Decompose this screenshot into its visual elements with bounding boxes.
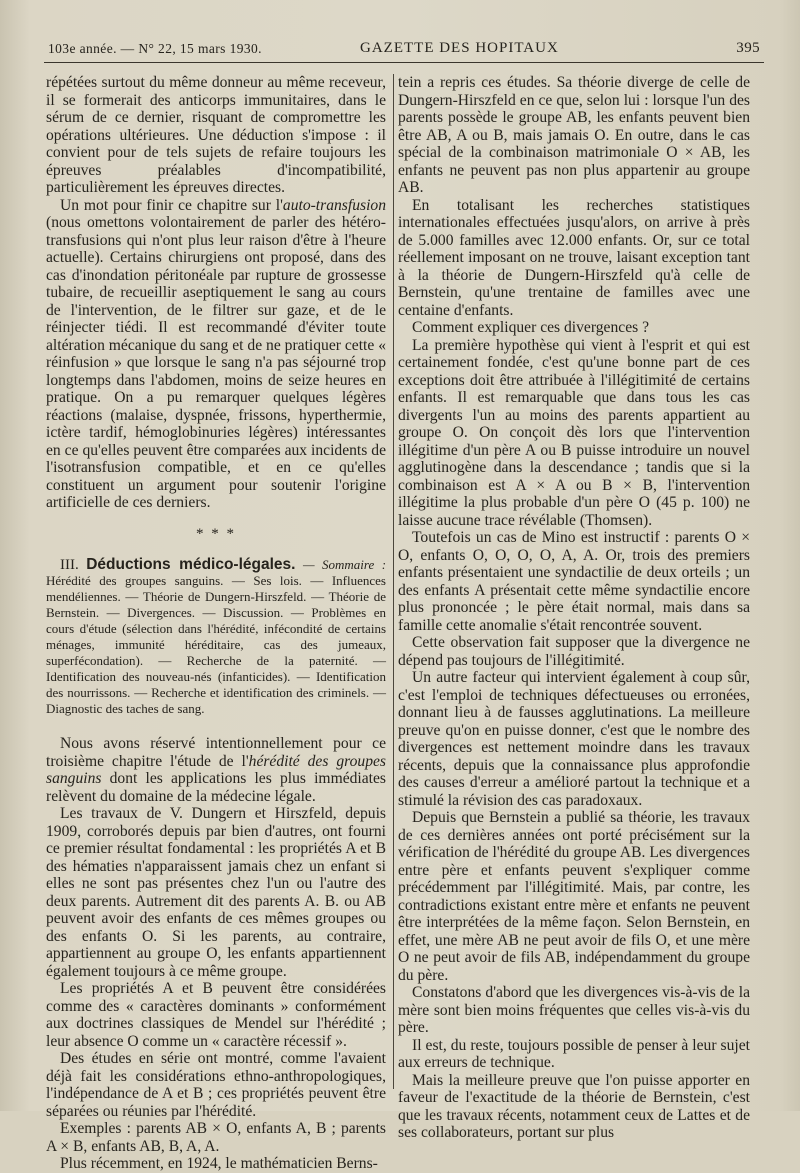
paragraph: Un autre facteur qui intervient également à coup sûr, c'est l'emploi de techniques défectueuses ou erronées, donnant lieu à de fausses agglutinations. La meilleure preuve qu'on en puisse donner, c'est que le nombre des divergences est nettement moindre dans les travaux récents, depuis que la connaissance plus approfondie des causes d'erreur a amélioré partout la technique et a stimulé la révision des cas paradoxaux. — [398, 669, 750, 809]
journal-title: GAZETTE DES HOPITAUX — [360, 40, 559, 56]
paragraph: répétées surtout du même donneur au même receveur, il se formerait des anticorps immunitaires, dans le sérum de ce dernier, risquant de compromettre les opérations ultérieures. Une déduction s'impose : il convient pour de tels sujets de refaire toujours les épreuves préalables d'incompatibilité, particulièrement les épreuves directes. — [46, 74, 386, 196]
paragraph: tein a repris ces études. Sa théorie diverge de celle de Dungern-Hirszfeld en ce que, selon lui : lorsque l'un des parents possède le groupe AB, les enfants peuvent bien être AB, A ou B, mais jamais O. En outre, dans le cas spécial de la combinaison matrimoniale O × AB, les enfants ne peuvent pas non plus appartenir au groupe AB. — [398, 74, 750, 196]
paragraph: Depuis que Bernstein a publié sa théorie, les travaux de ces dernières années ont porté précisément sur la vérification de l'hérédité du groupe AB. Les divergences entre père et enfants peuvent s'expliquer comme précédemment par l'illégitimité. Mais, par contre, les contradictions existant entre mère et enfants ne peuvent être interprétées de la même façon. Selon Bernstein, en effet, une mère AB ne peut avoir de fils O, et une mère O ne peut avoir de fils AB, indépendamment du groupe du père. — [398, 809, 750, 984]
paragraph: Toutefois un cas de Mino est instructif : parents O × O, enfants O, O, O, O, A, A. Or, trois des premiers enfants présentaient une syndactilie de deux orteils ; un des enfants A présentait cette même syndactilie encore plus prononcée ; le père était normal, mais dans sa famille cette anomalie s'était rencontrée souvent. — [398, 529, 750, 634]
paragraph: Un mot pour finir ce chapitre sur l'auto-transfusion (nous omettons volontairement de parler des hétéro-transfusions qui n'ont plus leur raison d'être à l'heure actuelle). Certains chirurgiens ont proposé, dans des cas d'inondation péritonéale par rupture de grossesse tubaire, de recueillir aseptiquement le sang au cours de l'intervention, de le filtrer sur gaze, et de le réinjecter tiédi. Il est recommandé d'éviter toute altération mécanique du sang et de ne pratiquer cette « réinfusion » que lorsque le sang n'a pas séjourné trop longtemps dans l'abdomen, moins de seize heures en pratique. On a pu remarquer quelques légères réactions (malaise, dyspnée, frissons, hyperthermie, ictère tardif, hémoglobinuries légères) intéressantes en ce qu'elles peuvent être comparées aux incidents de l'isotransfusion compatible, et en ce qu'elles constituent un argument pour soutenir l'origine artificielle de ces derniers. — [46, 196, 386, 511]
paragraph: La première hypothèse qui vient à l'esprit et qui est certainement fondée, c'est qu'une bonne part de ces exceptions doit être attribuée à l'illégitimité de certains enfants. Il est remarquable que dans tous les cas divergents l'un au moins des parents appartient au groupe O. On conçoit dès lors que l'intervention illégitime d'un père A ou B puisse introduire un nouvel agglutinogène dans la descendance ; tandis que si la combinaison est A × A ou B × B, l'intervention illégitime la plus probable d'un père O (45 p. 100) ne laisse aucune trace révélable (Thomsen). — [398, 336, 750, 529]
paragraph: Les propriétés A et B peuvent être considérées comme des « caractères dominants » conformément aux doctrines classiques de Mendel sur l'hérédité ; leur absence O comme un « caractère récessif ». — [46, 980, 386, 1050]
page-number: 395 — [736, 40, 760, 56]
section-heading: III. Déductions médico-légales. — Sommaire : Hérédité des groupes sanguins. — Ses lois. — Influences mendéliennes. — Théorie de Dungern-Hirszfeld. — Théorie de Bernstein. — Divergences. — Discussion. — Problèmes en cours d'étude (sélection dans l'hérédité, infécondité de certains ménages, immunité héréditaire, cas des jumeaux, superfécondation). — Recherche de la paternité. — Identification des nouveau-nés (infanticides). — Identification des nourrissons. — Recherche et identification des criminels. — Diagnostic des taches de sang. — [46, 556, 387, 716]
right-column — [398, 74, 750, 1142]
section-summary: Hérédité des groupes sanguins. — Ses lois. — Influences mendéliennes. — Théorie de Dungern-Hirszfeld. — Théorie de Bernstein. — Divergences. — Discussion. — Problèmes en cours d'étude (sélection dans l'hérédité, infécondité de certains ménages, immunité héréditaire, cas des jumeaux, superfécondation). — Recherche de la paternité. — Identification des nouveau-nés (infanticides). — Identification des nourrissons. — Recherche et identification des criminels. — Diagnostic des taches de sang. — [46, 573, 386, 716]
left-column — [46, 74, 386, 1173]
header-rule — [44, 62, 764, 63]
paragraph: Constatons d'abord que les divergences vis-à-vis de la mère sont bien moins fréquentes que celles vis-à-vis du père. — [398, 984, 750, 1036]
paragraph: Nous avons réservé intentionnellement pour ce troisième chapitre l'étude de l'hérédité des groupes sanguins dont les applications les plus immédiates relèvent du domaine de la médecine légale. — [46, 735, 386, 805]
running-header — [48, 38, 760, 60]
paragraph: Mais la meilleure preuve que l'on puisse apporter en faveur de l'exactitude de la théorie de Bernstein, c'est que les travaux récents, notamment ceux de Lattes et de ses collaborateurs, portant sur plus — [398, 1071, 750, 1141]
column-divider — [393, 74, 394, 1089]
paragraph: Comment expliquer ces divergences ? — [412, 319, 650, 336]
paragraph: Les travaux de V. Dungern et Hirszfeld, depuis 1909, corroborés depuis par bien d'autres, ont fourni ce premier résultat fondamental : les propriétés A et B des hématies n'apparaissent jamais chez un enfant si elles ne sont pas présentes chez l'un ou l'autre des deux parents. Autrement dit des parents A. B. ou AB peuvent avoir des enfants de ces mêmes groupes ou des enfants O. Si les parents, au contraire, appartiennent au groupe O, les enfants appartiennent également toujours à ce même groupe. — [46, 805, 386, 980]
paragraph: Il est, du reste, toujours possible de penser à leur sujet aux erreurs de technique. — [398, 1036, 750, 1071]
issue-line: 103e année. — N° 22, 15 mars 1930. — [48, 41, 262, 56]
paragraph: Plus récemment, en 1924, le mathématicien Berns- — [60, 1155, 378, 1172]
paragraph: Des études en série ont montré, comme l'avaient déjà fait les considérations ethno-anthropologiques, l'indépendance de A et B ; ces propriétés peuvent être séparées ou réunies par l'hérédité. — [46, 1050, 386, 1120]
paragraph: Exemples : parents AB × O, enfants A, B ; parents A × B, enfants AB, B, A, A. — [46, 1120, 386, 1155]
paragraph: En totalisant les recherches statistiques internationales effectuées jusqu'alors, on arrive à près de 5.000 familles avec 12.000 enfants. Or, sur ce total réellement imposant on ne trouve, laisant exception tant à la théorie de Dungern-Hirszfeld qu'à celle de Bernstein, qu'une trentaine de familles avec une centaine d'enfants. — [398, 196, 750, 319]
section-separator: * * * — [196, 525, 236, 542]
paragraph: Cette observation fait supposer que la divergence ne dépend pas toujours de l'illégitimité. — [398, 634, 750, 669]
section-title: Déductions médico-légales. — [86, 556, 296, 573]
